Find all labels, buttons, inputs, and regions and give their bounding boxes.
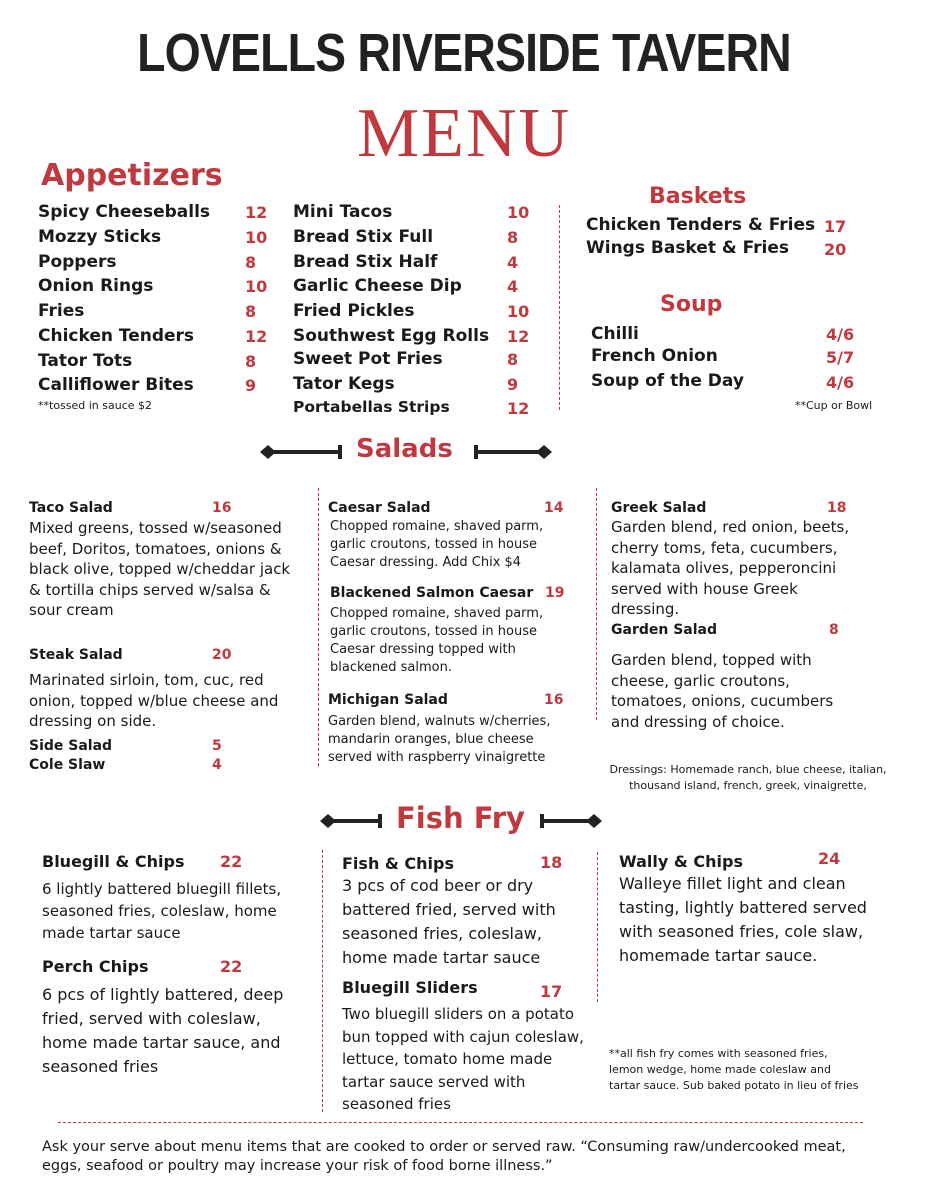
salad-price: 8 xyxy=(829,622,839,638)
menu-item-price: 4/6 xyxy=(826,373,855,392)
fish-item-price: 18 xyxy=(540,853,563,872)
menu-item-name: Bread Stix Half xyxy=(293,252,438,272)
dumbbell-ornament-icon xyxy=(538,811,604,831)
restaurant-name: LOVELLS RIVERSIDE TAVERN xyxy=(137,23,791,83)
menu-item-name: Calliflower Bites xyxy=(38,375,194,395)
fish-item-description: Walleye fillet light and clean tasting, lightly battered served with seasoned fries, cole slaw, homemade tartar sauce. xyxy=(619,874,867,965)
salad-description: Marinated sirloin, tom, cuc, red onion, topped w/blue cheese and dressing on side. xyxy=(29,671,279,730)
divider xyxy=(559,205,560,410)
menu-item-price: 9 xyxy=(245,376,257,395)
salad-description: Chopped romaine, shaved parm, garlic croutons, tossed in house Caesar dressing. Add Chix $4 xyxy=(330,519,544,570)
appetizers-sauce-note: **tossed in sauce $2 xyxy=(38,399,153,412)
menu-item-price: 12 xyxy=(507,399,530,418)
menu-item-price: 12 xyxy=(245,327,268,346)
menu-item-name: Mini Tacos xyxy=(293,202,393,222)
soup-heading: Soup xyxy=(660,292,723,317)
divider xyxy=(322,850,323,1112)
menu-item-name: Garlic Cheese Dip xyxy=(293,276,462,296)
fish-item-name: Bluegill Sliders xyxy=(342,978,478,997)
menu-item-price: 9 xyxy=(507,375,519,394)
salad-price: 14 xyxy=(544,500,564,516)
salad-description: Mixed greens, tossed w/seasoned beef, Doritos, tomatoes, onions & black olive, topped w/cheddar jack & tortilla chips served w/salsa & sour cream xyxy=(29,519,291,619)
menu-item-price: 8 xyxy=(507,350,519,369)
menu-item-price: 8 xyxy=(507,228,519,247)
menu-item-price: 10 xyxy=(245,277,268,296)
menu-item-name: Tator Kegs xyxy=(293,374,395,394)
fish-item-description: Two bluegill sliders on a potato bun topped with cajun coleslaw, lettuce, tomato home made tartar sauce served with seasoned fries xyxy=(342,1005,584,1113)
menu-item-price: 4/6 xyxy=(826,325,855,344)
menu-item-price: 10 xyxy=(245,228,268,247)
fish-item-price: 17 xyxy=(540,982,563,1001)
appetizers-heading: Appetizers xyxy=(41,158,223,193)
menu-item-price: 8 xyxy=(245,253,257,272)
menu-item-name: Chicken Tenders xyxy=(38,326,195,346)
fish-fry-note: **all fish fry comes with seasoned fries, lemon wedge, home made coleslaw and tartar sauce. Sub baked potato in lieu of fries xyxy=(609,1047,859,1092)
salad-description: Garden blend, topped with cheese, garlic croutons, tomatoes, onions, cucumbers and dressing of choice. xyxy=(611,651,834,731)
menu-item-name: Portabellas Strips xyxy=(293,398,450,416)
fish-item-price: 22 xyxy=(220,957,243,976)
salads-heading: Salads xyxy=(356,434,453,464)
salad-description: Garden blend, walnuts w/cherries, mandarin oranges, blue cheese served with raspberry vinaigrette xyxy=(328,714,551,765)
salad-name: Blackened Salmon Caesar xyxy=(330,585,534,601)
salad-price: 20 xyxy=(212,647,232,663)
salad-price: 16 xyxy=(212,500,232,516)
salad-name: Steak Salad xyxy=(29,647,123,663)
dumbbell-ornament-icon xyxy=(472,442,556,462)
salad-price: 16 xyxy=(544,692,564,708)
salad-name: Michigan Salad xyxy=(328,692,448,708)
divider xyxy=(596,488,597,720)
soup-note: **Cup or Bowl xyxy=(795,399,873,412)
menu-item-price: 5/7 xyxy=(826,348,855,367)
menu-item-name: Soup of the Day xyxy=(591,371,744,391)
menu-item-name: Onion Rings xyxy=(38,276,154,296)
fish-item-name: Fish & Chips xyxy=(342,854,455,873)
menu-item-name: Fried Pickles xyxy=(293,301,415,321)
fish-item-name: Wally & Chips xyxy=(619,852,743,871)
menu-item-name: French Onion xyxy=(591,346,718,366)
fish-item-name: Bluegill & Chips xyxy=(42,852,185,871)
menu-item-price: 4 xyxy=(507,253,519,272)
fish-item-description: 6 pcs of lightly battered, deep fried, served with coleslaw, home made tartar sauce, and seasoned fries xyxy=(42,985,284,1076)
fish-item-name: Perch Chips xyxy=(42,957,149,976)
menu-item-name: Chicken Tenders & Fries xyxy=(586,215,816,235)
dumbbell-ornament-icon xyxy=(318,811,388,831)
fish-item-description: 6 lightly battered bluegill fillets, seasoned fries, coleslaw, home made tartar sauce xyxy=(42,880,282,942)
menu-item-price: 17 xyxy=(824,217,847,236)
fish-item-price: 24 xyxy=(818,849,841,868)
fish-item-price: 22 xyxy=(220,852,243,871)
salad-price: 18 xyxy=(827,500,847,516)
salad-price: 5 xyxy=(212,738,222,754)
menu-item-price: 8 xyxy=(245,352,257,371)
menu-item-name: Fries xyxy=(38,301,85,321)
menu-item-price: 10 xyxy=(507,302,530,321)
salad-description: Garden blend, red onion, beets, cherry toms, feta, cucumbers, kalamata olives, pepperoncini served with house Greek dressing. xyxy=(611,518,850,618)
baskets-heading: Baskets xyxy=(649,184,747,209)
salad-name: Taco Salad xyxy=(29,500,113,516)
menu-heading: MENU xyxy=(356,95,572,172)
fish-fry-heading: Fish Fry xyxy=(396,801,525,835)
menu-item-name: Bread Stix Full xyxy=(293,227,434,247)
salad-name: Garden Salad xyxy=(611,622,717,638)
menu-item-price: 12 xyxy=(507,327,530,346)
dressings-note: Dressings: Homemade ranch, blue cheese, italian, thousand island, french, greek, vinaigrette, xyxy=(609,763,887,792)
menu-item-name: Tator Tots xyxy=(38,351,133,371)
menu-item-price: 8 xyxy=(245,302,257,321)
menu-item-name: Sweet Pot Fries xyxy=(293,349,443,369)
menu-item-name: Spicy Cheeseballs xyxy=(38,202,211,222)
salad-name: Greek Salad xyxy=(611,500,707,516)
menu-item-name: Mozzy Sticks xyxy=(38,227,162,247)
menu-item-name: Southwest Egg Rolls xyxy=(293,326,490,346)
salad-name: Caesar Salad xyxy=(328,500,431,516)
salad-price: 19 xyxy=(545,585,565,601)
footer-divider xyxy=(58,1122,863,1123)
fish-item-description: 3 pcs of cod beer or dry battered fried, served with seasoned fries, coleslaw, home made tartar sauce xyxy=(342,876,556,967)
salad-name: Cole Slaw xyxy=(29,757,106,773)
menu-item-name: Poppers xyxy=(38,252,117,272)
salad-name: Side Salad xyxy=(29,738,113,754)
salad-description: Chopped romaine, shaved parm, garlic croutons, tossed in house Caesar dressing topped with blackened salmon. xyxy=(330,606,544,675)
menu-item-price: 12 xyxy=(245,203,268,222)
menu-item-price: 10 xyxy=(507,203,530,222)
menu-item-price: 20 xyxy=(824,240,847,259)
dumbbell-ornament-icon xyxy=(258,442,348,462)
divider xyxy=(318,488,319,766)
menu-item-price: 4 xyxy=(507,277,519,296)
food-safety-disclaimer: Ask your serve about menu items that are cooked to order or served raw. “Consuming raw/undercooked meat, eggs, seafood or poultry may increase your risk of food borne illness.” xyxy=(42,1139,846,1174)
salad-price: 4 xyxy=(212,757,222,773)
divider xyxy=(597,852,598,1002)
menu-item-name: Chilli xyxy=(591,324,639,344)
menu-item-name: Wings Basket & Fries xyxy=(586,238,789,258)
